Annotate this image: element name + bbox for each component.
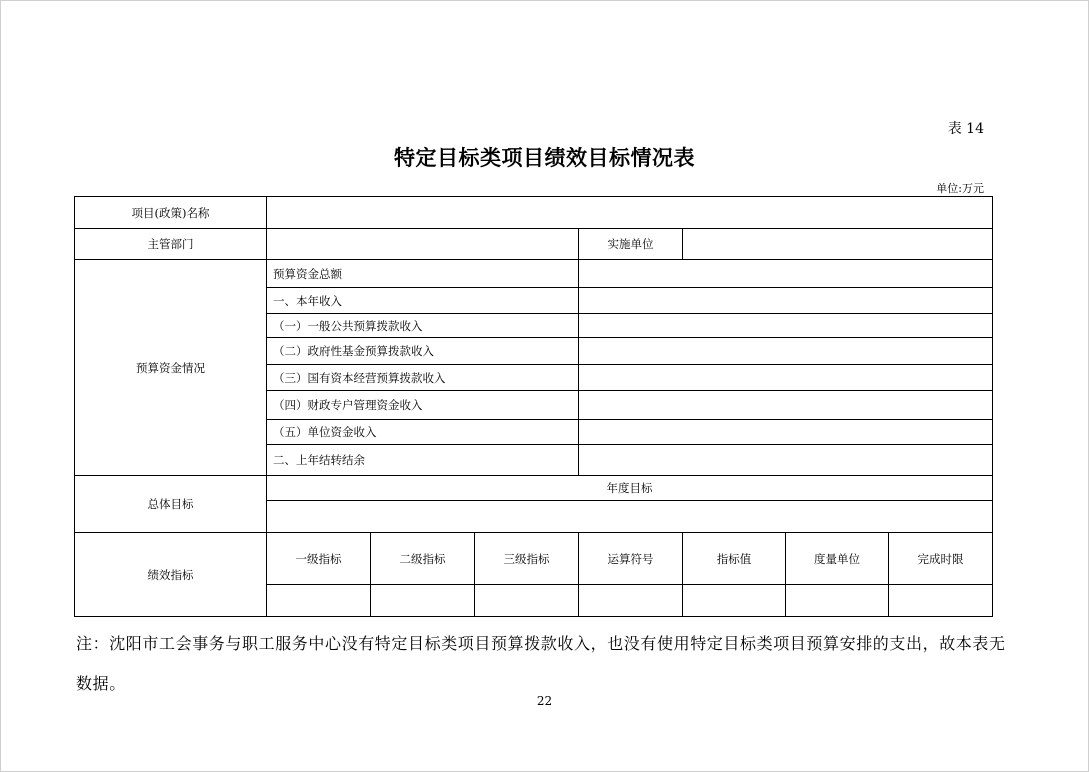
footnote: 注：沈阳市工会事务与职工服务中心没有特定目标类项目预算拨款收入，也没有使用特定目标类项目预算安排的支出，故本表无数据。 <box>76 634 1006 693</box>
dept-value <box>267 229 579 260</box>
budget-item: （一）一般公共预算拨款收入 <box>267 314 579 338</box>
performance-table <box>74 196 993 617</box>
perf-cell <box>475 585 579 617</box>
budget-item: （五）单位资金收入 <box>267 420 579 445</box>
unit-label: 单位:万元 <box>936 182 984 195</box>
budget-value <box>579 391 993 420</box>
perf-cell <box>267 585 371 617</box>
annual-goal-value <box>267 501 993 533</box>
annual-goal-label: 年度目标 <box>267 476 993 501</box>
perf-header: 度量单位 <box>786 533 889 585</box>
overall-goal-label: 总体目标 <box>75 476 267 533</box>
dept-label: 主管部门 <box>75 229 267 260</box>
project-name-value <box>267 197 993 229</box>
budget-item: （四）财政专户管理资金收入 <box>267 391 579 420</box>
perf-header: 指标值 <box>683 533 786 585</box>
budget-value <box>579 445 993 476</box>
perf-header: 一级指标 <box>267 533 371 585</box>
budget-item: 一、本年收入 <box>267 288 579 314</box>
budget-item: 预算资金总额 <box>267 260 579 288</box>
project-name-label: 项目(政策)名称 <box>75 197 267 229</box>
perf-cell <box>579 585 683 617</box>
budget-value <box>579 420 993 445</box>
budget-item: （三）国有资本经营预算拨款收入 <box>267 365 579 391</box>
perf-header: 完成时限 <box>889 533 993 585</box>
budget-label: 预算资金情况 <box>75 260 267 476</box>
perf-cell <box>683 585 786 617</box>
perf-header: 二级指标 <box>371 533 475 585</box>
table-number: 表 14 <box>947 121 984 137</box>
perf-label: 绩效指标 <box>75 533 267 617</box>
page-title: 特定目标类项目绩效目标情况表 <box>394 146 695 170</box>
page-number: 22 <box>536 694 553 708</box>
budget-item: 二、上年结转结余 <box>267 445 579 476</box>
budget-value <box>579 314 993 338</box>
budget-value <box>579 365 993 391</box>
budget-value <box>579 338 993 365</box>
impl-unit-label: 实施单位 <box>579 229 683 260</box>
impl-unit-value <box>683 229 993 260</box>
perf-header: 三级指标 <box>475 533 579 585</box>
budget-item: （二）政府性基金预算拨款收入 <box>267 338 579 365</box>
perf-cell <box>786 585 889 617</box>
perf-header: 运算符号 <box>579 533 683 585</box>
perf-cell <box>889 585 993 617</box>
budget-value <box>579 288 993 314</box>
budget-value <box>579 260 993 288</box>
perf-cell <box>371 585 475 617</box>
